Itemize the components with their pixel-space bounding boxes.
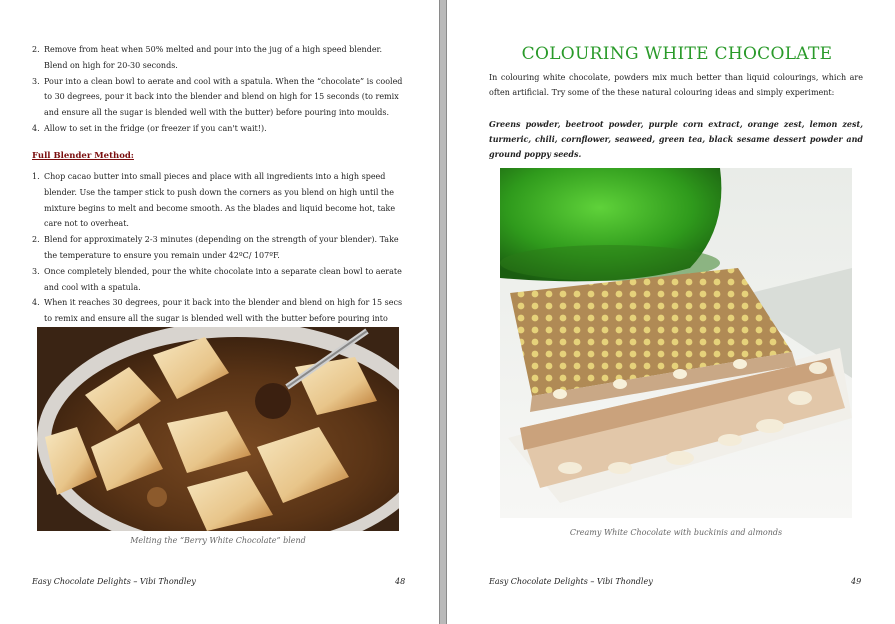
list-item: 4. Allow to set in the fridge (or freezer if you can't wait!). (32, 123, 267, 133)
colouring-ideas: Greens powder, beetroot powder, purple corn extract, orange zest, lemon zest, turmeric, chili, cornflower, seaweed, green tea, black sesame dessert powder and ground poppy seeds. (489, 119, 863, 159)
page-footer: Easy Chocolate Delights – Vibi Thondley (489, 577, 653, 586)
list-item: 4. When it reaches 30 degrees, pour it back into the blender and blend on high for 15 secs to remix and ensure all the sugar is blended well with the butter before pouring into (32, 298, 403, 324)
white-chocolate-photo (500, 168, 852, 518)
page-footer: Easy Chocolate Delights – Vibi Thondley (32, 577, 196, 586)
list-item: 2. Blend for approximately 2-3 minutes (depending on the strength of your blender). Take the temperature to ensure you remain under 42ºC/ 107ºF. (32, 235, 399, 260)
photo-caption: Melting the “Berry White Chocolate” blend (130, 536, 306, 545)
list-item: 1. Chop cacao butter into small pieces and place with all ingredients into a high speed blender. Use the tamper stick to push down the corners as you blend on high until the mixture begins to melt and become smooth. As the blades and liquid become hot, take care not to overheat. (32, 172, 396, 229)
list-item: 3. Once completely blended, pour the white chocolate into a separate clean bowl to aerate and cool with a spatula. (32, 266, 402, 292)
photo-caption: Creamy White Chocolate with buckinis and almonds (569, 528, 783, 537)
list-item: 2. Remove from heat when 50% melted and pour into the jug of a high speed blender. Blend on high for 20-30 seconds. (32, 45, 383, 70)
page-49 (446, 0, 895, 624)
page-title: COLOURING WHITE CHOCOLATE (521, 44, 833, 64)
melting-chocolate-photo (37, 327, 399, 531)
blender-method-steps (32, 169, 405, 343)
intro-paragraph: In colouring white chocolate, powders mix much better than liquid colourings, which are often artificial. Try some of the these natural colouring ideas and simply experiment: (489, 73, 863, 97)
page-number: 48 (395, 577, 406, 586)
method-steps-top (32, 42, 405, 137)
page-48 (0, 0, 440, 624)
section-heading: Full Blender Method: (32, 151, 134, 161)
page-number: 49 (851, 577, 862, 586)
list-item: 3. Pour into a clean bowl to aerate and cool with a spatula. When the “chocolate” is cooled to 30 degrees, pour it back into the blender and blend on high for 15 seconds (to remix and ensure all the sugar is blended well with the butter) before pouring into moulds. (32, 76, 403, 118)
